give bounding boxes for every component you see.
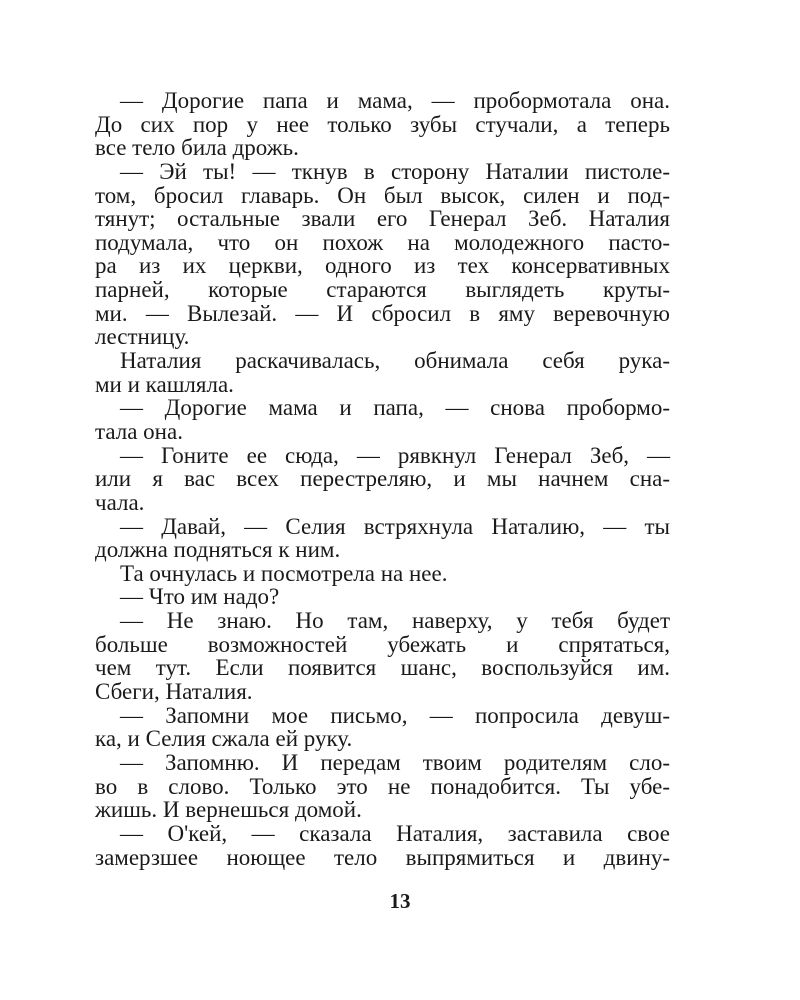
text-line: — Дорогие папа и мама, — пробормотала она. — [120, 88, 670, 113]
text-line: Сбеги, Наталия. — [95, 679, 253, 705]
text-line: тянут; остальные звали его Генерал Зеб. Наталия — [95, 206, 670, 232]
text-line: До сих пор у нее только зубы стучали, а теперь — [95, 111, 670, 137]
body-text — [95, 89, 670, 869]
text-line: чала. — [95, 489, 145, 515]
text-line: замерзшее ноющее тело выпрямиться и двину- — [95, 844, 670, 870]
text-line: — Гоните ее сюда, — рявкнул Генерал Зеб, — — [120, 442, 670, 468]
text-line: — Запомни мое письмо, — попросила девуш- — [120, 702, 670, 728]
text-line: все тело била дрожь. — [95, 135, 299, 161]
text-line: — Не знаю. Но там, наверху, у тебя будет — [120, 608, 670, 634]
text-line: парней, которые стараются выглядеть круты- — [95, 277, 670, 303]
text-line: тала она. — [95, 418, 183, 444]
text-line: должна подняться к ним. — [95, 537, 341, 563]
text-line: во в слово. Только это не понадобится. Ты убе- — [95, 773, 670, 799]
text-line: чем тут. Если появится шанс, воспользуйся им. — [95, 655, 670, 681]
text-line: — Давай, — Селия встряхнула Наталию, — ты — [120, 513, 670, 539]
text-line: том, бросил главарь. Он был высок, силен и под- — [95, 182, 670, 208]
text-line: ми. — Вылезай. — И сбросил в яму веревочную — [95, 300, 670, 326]
text-line: — Что им надо? — [120, 584, 280, 610]
text-line: ка, и Селия сжала ей руку. — [95, 726, 353, 752]
text-line: подумала, что он похож на молодежного пасто- — [95, 229, 670, 255]
page-number: 13 — [389, 889, 411, 913]
text-line: или я вас всех перестреляю, и мы начнем сна- — [95, 466, 670, 492]
text-line: — Дорогие мама и папа, — снова пробормо- — [120, 395, 670, 421]
text-line: лестницу. — [95, 324, 190, 350]
text-line: Та очнулась и посмотрела на нее. — [120, 560, 448, 586]
text-line: больше возможностей убежать и спрятаться, — [95, 631, 670, 657]
text-line: ми и кашляла. — [95, 371, 234, 397]
text-line: ра из их церкви, одного из тех консервативных — [95, 253, 670, 279]
text-line: — Эй ты! — ткнув в сторону Наталии пистоле- — [120, 158, 670, 184]
text-line: — Запомню. И передам твоим родителям сло- — [120, 749, 670, 775]
text-line: жишь. И вернешься домой. — [95, 797, 362, 823]
text-line: — О'кей, — сказала Наталия, заставила свое — [120, 820, 670, 846]
text-line: Наталия раскачивалась, обнимала себя рука- — [120, 348, 670, 374]
